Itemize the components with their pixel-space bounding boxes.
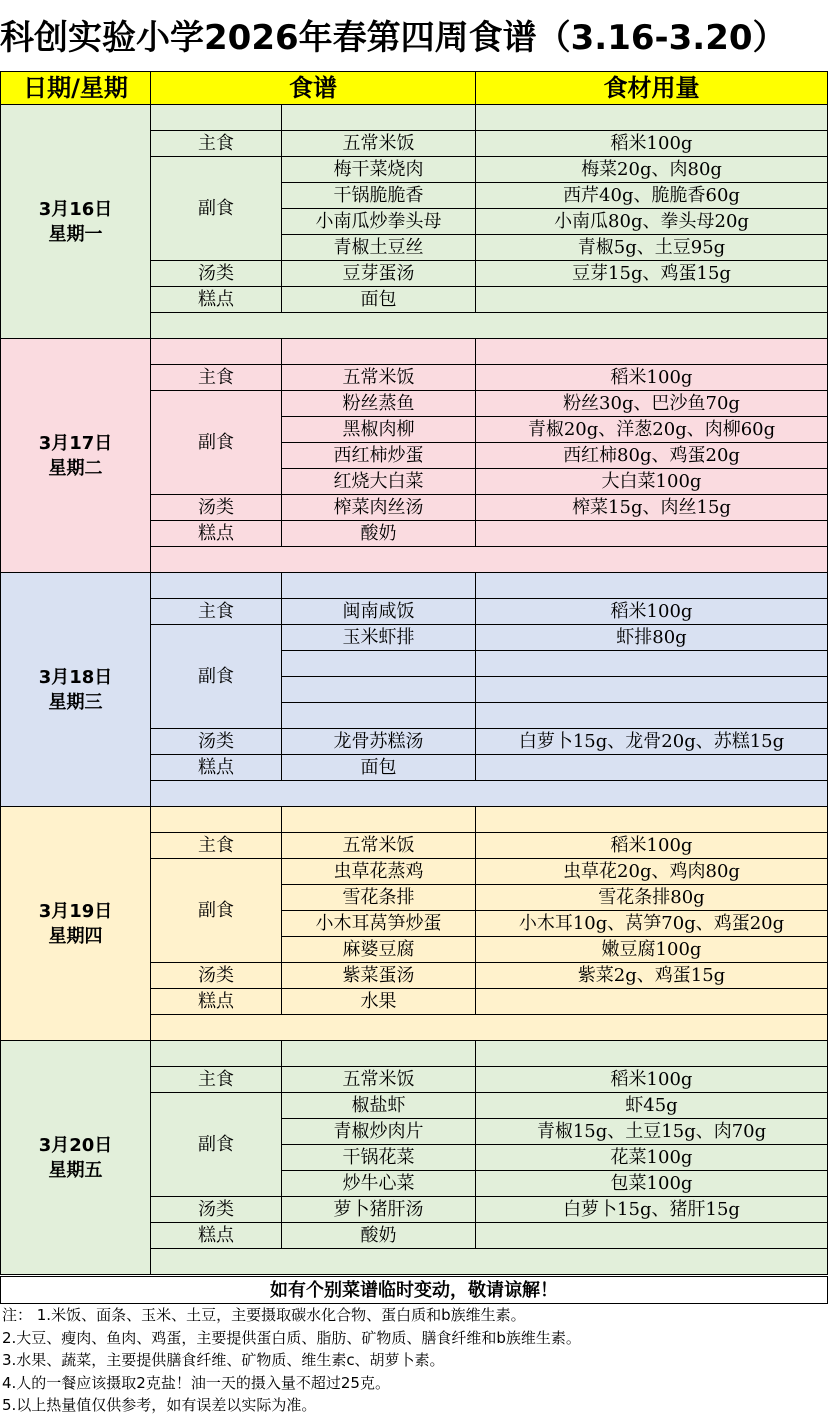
category-staple: 主食 xyxy=(151,1067,282,1093)
dish-side: 麻婆豆腐 xyxy=(282,937,476,963)
blank-row xyxy=(151,547,828,573)
day-cell xyxy=(1,105,151,339)
dish-soup: 豆芽蛋汤 xyxy=(282,261,476,287)
change-notice: 如有个别菜谱临时变动，敬请谅解！ xyxy=(0,1276,828,1304)
ingredients-staple: 稻米100g xyxy=(476,365,828,391)
category-side: 副食 xyxy=(151,625,282,729)
dish-soup: 榨菜肉丝汤 xyxy=(282,495,476,521)
dish-side xyxy=(282,703,476,729)
blank-row xyxy=(151,781,828,807)
dish-side xyxy=(282,651,476,677)
category-staple: 主食 xyxy=(151,833,282,859)
ingredients-side: 小南瓜80g、拳头母20g xyxy=(476,209,828,235)
note-line: 3.水果、蔬菜，主要提供膳食纤维、矿物质、维生素c、胡萝卜素。 xyxy=(2,1351,445,1369)
ingredients-staple: 稻米100g xyxy=(476,833,828,859)
ingredients-snack xyxy=(476,755,828,781)
dish-snack: 水果 xyxy=(282,989,476,1015)
dish-soup: 萝卜猪肝汤 xyxy=(282,1197,476,1223)
category-soup: 汤类 xyxy=(151,729,282,755)
day-date: 3月16日 xyxy=(38,198,113,220)
ingredients-side: 雪花条排80g xyxy=(476,885,828,911)
blank-cell xyxy=(282,1041,476,1067)
day-date: 3月19日 xyxy=(38,900,113,922)
dish-staple: 五常米饭 xyxy=(282,1067,476,1093)
category-soup: 汤类 xyxy=(151,963,282,989)
header-ingredients: 食材用量 xyxy=(476,72,828,105)
ingredients-side: 虾排80g xyxy=(476,625,828,651)
dish-snack: 面包 xyxy=(282,755,476,781)
dish-side: 玉米虾排 xyxy=(282,625,476,651)
ingredients-side: 西芹40g、脆脆香60g xyxy=(476,183,828,209)
ingredients-side: 虾45g xyxy=(476,1093,828,1119)
day-weekday: 星期四 xyxy=(48,925,103,947)
category-snack: 糕点 xyxy=(151,287,282,313)
ingredients-staple: 稻米100g xyxy=(476,131,828,157)
category-soup: 汤类 xyxy=(151,495,282,521)
ingredients-side xyxy=(476,703,828,729)
category-snack: 糕点 xyxy=(151,755,282,781)
category-staple: 主食 xyxy=(151,131,282,157)
blank-cell xyxy=(282,339,476,365)
dish-staple: 闽南咸饭 xyxy=(282,599,476,625)
note-line: 4.人的一餐应该摄取2克盐！油一天的摄入量不超过25克。 xyxy=(2,1373,390,1392)
ingredients-soup: 榨菜15g、肉丝15g xyxy=(476,495,828,521)
ingredients-snack xyxy=(476,989,828,1015)
ingredients-soup: 白萝卜15g、猪肝15g xyxy=(476,1197,828,1223)
blank-cell xyxy=(282,105,476,131)
note-line: 注： 1.米饭、面条、玉米、土豆，主要摄取碳水化合物、蛋白质和b族维生素。 xyxy=(2,1306,526,1324)
category-side: 副食 xyxy=(151,157,282,261)
ingredients-side: 青椒5g、土豆95g xyxy=(476,235,828,261)
dish-side: 虫草花蒸鸡 xyxy=(282,859,476,885)
dish-staple: 五常米饭 xyxy=(282,365,476,391)
ingredients-side: 花菜100g xyxy=(476,1145,828,1171)
blank-cell xyxy=(476,339,828,365)
note-line: 5.以上热量值仅供参考，如有误差以实际为准。 xyxy=(2,1396,317,1414)
table-row xyxy=(1,807,828,833)
ingredients-side: 小木耳10g、莴笋70g、鸡蛋20g xyxy=(476,911,828,937)
dish-side: 干锅花菜 xyxy=(282,1145,476,1171)
ingredients-side: 大白菜100g xyxy=(476,469,828,495)
day-weekday: 星期三 xyxy=(48,691,103,713)
blank-cell xyxy=(282,807,476,833)
table-row xyxy=(1,339,828,365)
ingredients-side xyxy=(476,651,828,677)
dish-staple: 五常米饭 xyxy=(282,833,476,859)
blank-cell xyxy=(476,807,828,833)
dish-side: 小南瓜炒拳头母 xyxy=(282,209,476,235)
dish-side: 红烧大白菜 xyxy=(282,469,476,495)
dish-snack: 酸奶 xyxy=(282,521,476,547)
category-side: 副食 xyxy=(151,859,282,963)
ingredients-side: 梅菜20g、肉80g xyxy=(476,157,828,183)
category-soup: 汤类 xyxy=(151,261,282,287)
blank-cell xyxy=(476,1041,828,1067)
ingredients-side xyxy=(476,677,828,703)
blank-row xyxy=(151,1015,828,1041)
blank-cell xyxy=(282,573,476,599)
ingredients-side: 西红柿80g、鸡蛋20g xyxy=(476,443,828,469)
ingredients-staple: 稻米100g xyxy=(476,599,828,625)
dish-side: 小木耳莴笋炒蛋 xyxy=(282,911,476,937)
dish-snack: 酸奶 xyxy=(282,1223,476,1249)
day-weekday: 星期一 xyxy=(48,223,103,245)
ingredients-side: 青椒20g、洋葱20g、肉柳60g xyxy=(476,417,828,443)
dish-soup: 龙骨苏糕汤 xyxy=(282,729,476,755)
day-weekday: 星期五 xyxy=(48,1159,103,1181)
category-side: 副食 xyxy=(151,391,282,495)
blank-cell xyxy=(476,105,828,131)
ingredients-staple: 稻米100g xyxy=(476,1067,828,1093)
category-staple: 主食 xyxy=(151,365,282,391)
header-menu: 食谱 xyxy=(151,72,476,105)
table-row xyxy=(1,105,828,131)
category-snack: 糕点 xyxy=(151,521,282,547)
ingredients-snack xyxy=(476,287,828,313)
page-title: 科创实验小学2026年春第四周食谱（3.16-3.20） xyxy=(0,18,787,58)
day-weekday: 星期二 xyxy=(48,457,103,479)
ingredients-side: 虫草花20g、鸡肉80g xyxy=(476,859,828,885)
day-date: 3月17日 xyxy=(38,432,113,454)
category-soup: 汤类 xyxy=(151,1197,282,1223)
dish-soup: 紫菜蛋汤 xyxy=(282,963,476,989)
day-date: 3月18日 xyxy=(38,666,113,688)
day-cell xyxy=(1,339,151,573)
ingredients-side: 包菜100g xyxy=(476,1171,828,1197)
dish-side: 黑椒肉柳 xyxy=(282,417,476,443)
header-row xyxy=(1,72,828,105)
blank-row xyxy=(151,313,828,339)
note-line: 2.大豆、瘦肉、鱼肉、鸡蛋，主要提供蛋白质、脂肪、矿物质、膳食纤维和b族维生素。 xyxy=(2,1328,581,1347)
day-cell xyxy=(1,807,151,1041)
dish-side: 西红柿炒蛋 xyxy=(282,443,476,469)
dish-side: 青椒土豆丝 xyxy=(282,235,476,261)
dish-side: 椒盐虾 xyxy=(282,1093,476,1119)
ingredients-soup: 紫菜2g、鸡蛋15g xyxy=(476,963,828,989)
dish-side: 雪花条排 xyxy=(282,885,476,911)
table-row xyxy=(1,1041,828,1067)
category-side: 副食 xyxy=(151,1093,282,1197)
blank-cell xyxy=(476,573,828,599)
blank-cell xyxy=(151,339,282,365)
nutrition-notes xyxy=(2,1304,828,1417)
menu-table xyxy=(0,71,828,1275)
category-snack: 糕点 xyxy=(151,989,282,1015)
ingredients-snack xyxy=(476,521,828,547)
ingredients-side: 嫩豆腐100g xyxy=(476,937,828,963)
category-staple: 主食 xyxy=(151,599,282,625)
dish-side: 干锅脆脆香 xyxy=(282,183,476,209)
dish-side: 炒牛心菜 xyxy=(282,1171,476,1197)
blank-row xyxy=(151,1249,828,1275)
dish-side xyxy=(282,677,476,703)
header-date: 日期/星期 xyxy=(1,72,151,105)
ingredients-snack xyxy=(476,1223,828,1249)
blank-cell xyxy=(151,573,282,599)
ingredients-side: 粉丝30g、巴沙鱼70g xyxy=(476,391,828,417)
blank-cell xyxy=(151,1041,282,1067)
table-row xyxy=(1,573,828,599)
ingredients-soup: 豆芽15g、鸡蛋15g xyxy=(476,261,828,287)
day-cell xyxy=(1,1041,151,1275)
ingredients-soup: 白萝卜15g、龙骨20g、苏糕15g xyxy=(476,729,828,755)
dish-side: 粉丝蒸鱼 xyxy=(282,391,476,417)
category-snack: 糕点 xyxy=(151,1223,282,1249)
dish-staple: 五常米饭 xyxy=(282,131,476,157)
dish-snack: 面包 xyxy=(282,287,476,313)
dish-side: 梅干菜烧肉 xyxy=(282,157,476,183)
blank-cell xyxy=(151,807,282,833)
blank-cell xyxy=(151,105,282,131)
ingredients-side: 青椒15g、土豆15g、肉70g xyxy=(476,1119,828,1145)
dish-side: 青椒炒肉片 xyxy=(282,1119,476,1145)
day-cell xyxy=(1,573,151,807)
day-date: 3月20日 xyxy=(38,1134,113,1156)
